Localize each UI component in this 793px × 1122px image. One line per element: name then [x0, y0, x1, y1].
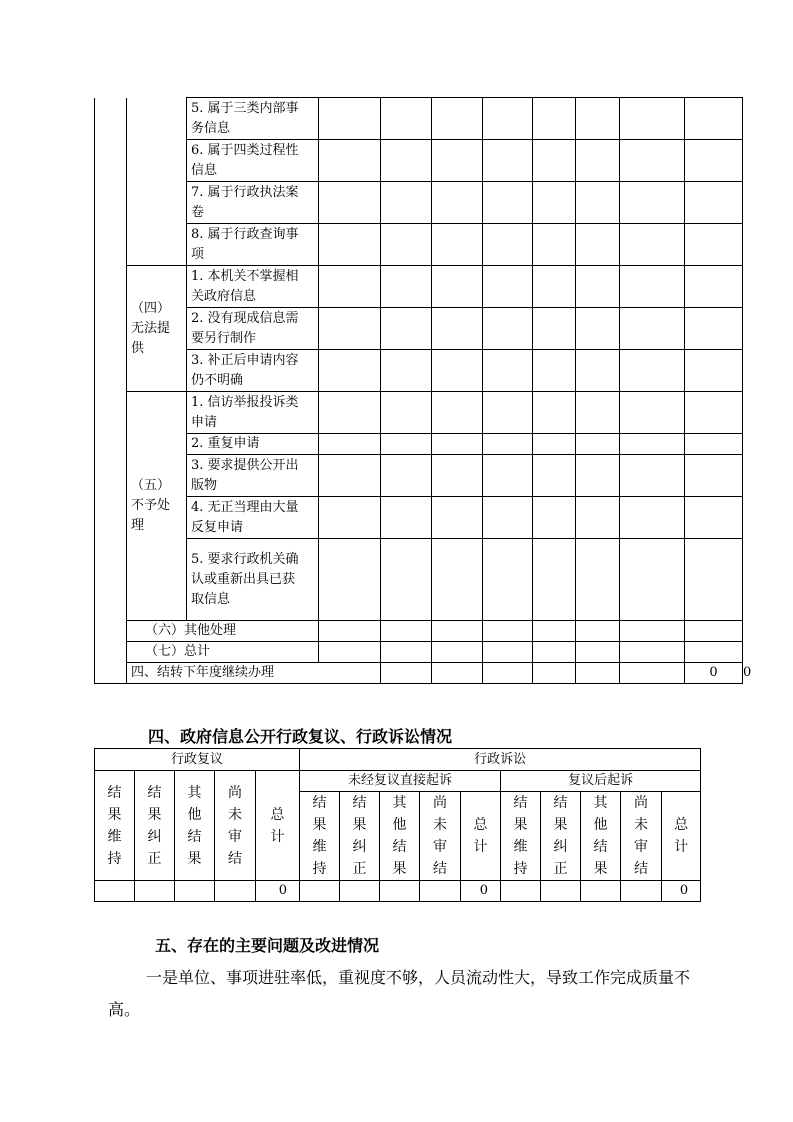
value-cell [620, 642, 685, 663]
value-cell [483, 140, 533, 182]
header-char: 结 [147, 784, 162, 801]
value-cell [576, 140, 620, 182]
recon-col-4 [256, 771, 300, 881]
item-label [187, 350, 319, 392]
recon-col-1 [135, 771, 175, 881]
header-char: 尚 [433, 795, 448, 811]
header-char: 计 [674, 839, 689, 855]
item-label [187, 308, 319, 350]
value-cell [432, 140, 483, 182]
value-cell [576, 224, 620, 266]
header-char: 结 [513, 795, 528, 811]
value-cell [533, 140, 576, 182]
line: 卷 [191, 204, 205, 220]
direct-col-2 [380, 792, 420, 881]
recon-col-3 [215, 771, 256, 881]
value-cell [215, 881, 256, 902]
value-cell [483, 350, 533, 392]
value-cell [685, 497, 743, 539]
header-char: 纠 [147, 828, 162, 845]
value-cell [319, 266, 381, 308]
value-cell [319, 98, 381, 140]
line: 不予处 [131, 498, 171, 513]
outer-margin-cell [95, 98, 127, 684]
table-row [95, 266, 743, 308]
value-cell [319, 621, 381, 642]
section4-title: 四、政府信息公开行政复议、行政诉讼情况 [148, 727, 453, 746]
value-cell [576, 455, 620, 497]
value-cell [533, 497, 576, 539]
table-row [95, 308, 743, 350]
value-cell [685, 350, 743, 392]
value-cell [576, 434, 620, 455]
total-row [95, 642, 743, 663]
value-cell [483, 392, 533, 434]
value-cell [381, 455, 432, 497]
header-char: 结 [312, 795, 327, 811]
value-cell [483, 663, 533, 684]
value-cell [319, 497, 381, 539]
value-cell [533, 392, 576, 434]
direct-col-1 [340, 792, 380, 881]
item-label [187, 224, 319, 266]
table-row [95, 392, 743, 434]
line: 认或重新出具已获 [191, 571, 296, 587]
value-cell [576, 392, 620, 434]
item-label [187, 182, 319, 224]
line: 7. 属于行政执法案 [191, 184, 299, 200]
value-cell [685, 266, 743, 308]
header-char: 果 [107, 806, 122, 823]
value-cell [319, 308, 381, 350]
value-cell [432, 98, 483, 140]
value-cell [432, 392, 483, 434]
value-cell [620, 539, 685, 621]
header-char: 维 [107, 828, 122, 845]
value-cell [381, 350, 432, 392]
value-cell [620, 621, 685, 642]
line: 5. 属于三类内部事 [191, 100, 299, 116]
value-cell [581, 881, 621, 902]
header-char: 结 [392, 839, 407, 855]
value-cell [533, 182, 576, 224]
header-char: 结 [187, 828, 202, 845]
reconsideration-header: 行政复议 [95, 749, 300, 771]
value-cell [533, 621, 576, 642]
value-cell [432, 350, 483, 392]
value-cell [432, 539, 483, 621]
header-char: 结 [433, 861, 448, 877]
line: 1. 本机关不掌握相 [191, 268, 299, 284]
value-cell [685, 455, 743, 497]
header-char: 计 [270, 828, 285, 845]
header-char: 纠 [352, 839, 367, 855]
litigation-header: 行政诉讼 [300, 749, 701, 771]
value-cell [432, 663, 483, 684]
item-label [187, 266, 319, 308]
line: 5. 要求行政机关确 [191, 551, 299, 567]
line: 供 [131, 340, 145, 356]
value-cell [300, 881, 340, 902]
value-cell [576, 308, 620, 350]
table-row [95, 224, 743, 266]
value-cell: 0 [685, 663, 743, 684]
after-col-2 [581, 792, 621, 881]
value-cell [381, 224, 432, 266]
direct-litigation-header: 未经复议直接起诉 [300, 771, 501, 792]
value-cell [685, 98, 743, 140]
value-cell [685, 621, 743, 642]
after-col-1 [541, 792, 581, 881]
section5-title: 五、存在的主要问题及改进情况 [155, 936, 380, 955]
value-cell [685, 140, 743, 182]
value-cell [432, 455, 483, 497]
line: 2. 没有现成信息需 [191, 310, 299, 326]
value-cell [340, 881, 380, 902]
header-char: 果 [187, 850, 202, 867]
value-cell [576, 98, 620, 140]
value-cell [432, 224, 483, 266]
header-char: 尚 [634, 795, 649, 811]
line: （五） [131, 478, 171, 493]
item-label [187, 497, 319, 539]
value-cell [620, 497, 685, 539]
value-cell [620, 392, 685, 434]
item-label [187, 392, 319, 434]
header-char: 果 [513, 817, 528, 833]
value-cell [319, 140, 381, 182]
value-cell [319, 224, 381, 266]
table-row [95, 98, 743, 140]
direct-col-3 [420, 792, 461, 881]
table-row [95, 434, 743, 455]
header-char: 果 [392, 861, 407, 877]
value-cell: 0 [256, 881, 300, 902]
value-cell [381, 663, 432, 684]
direct-col-4 [461, 792, 501, 881]
value-cell [432, 308, 483, 350]
value-cell [483, 621, 533, 642]
value-cell [685, 642, 743, 663]
header-char: 总 [270, 806, 285, 823]
value-cell [533, 455, 576, 497]
line: 关政府信息 [191, 288, 257, 304]
value-cell [381, 140, 432, 182]
direct-col-0 [300, 792, 340, 881]
line: 6. 属于四类过程性 [191, 142, 299, 158]
value-cell [135, 881, 175, 902]
item-label [187, 539, 319, 621]
line: 2. 重复申请 [191, 436, 260, 451]
header-char: 维 [513, 839, 528, 855]
value-cell [620, 140, 685, 182]
value-cell [175, 881, 215, 902]
value-cell [620, 98, 685, 140]
line: 仍不明确 [191, 372, 244, 388]
review-litigation-table [94, 748, 701, 902]
value-cell [533, 539, 576, 621]
recon-col-2 [175, 771, 215, 881]
item-label [187, 140, 319, 182]
value-cell [381, 434, 432, 455]
table-row [95, 140, 743, 182]
review-litigation-values-row [95, 881, 701, 902]
value-cell [319, 455, 381, 497]
table-row [95, 350, 743, 392]
line: 取信息 [191, 591, 231, 607]
line: 1. 信访举报投诉类 [191, 394, 299, 410]
group-label [127, 266, 187, 392]
value-cell [576, 497, 620, 539]
value-cell [533, 434, 576, 455]
table-row [95, 539, 743, 621]
value-cell [620, 434, 685, 455]
value-cell [432, 266, 483, 308]
value-cell [483, 434, 533, 455]
value-cell [541, 881, 581, 902]
value-cell [432, 182, 483, 224]
header-char: 总 [473, 817, 488, 833]
header-char: 他 [187, 806, 202, 823]
value-cell [621, 881, 662, 902]
value-cell: 0 [662, 881, 701, 902]
header-char: 持 [513, 861, 528, 877]
value-cell [620, 224, 685, 266]
line: 4. 无正当理由大量 [191, 499, 299, 515]
value-cell [533, 663, 576, 684]
value-cell [620, 350, 685, 392]
value-cell [685, 182, 743, 224]
value-cell [533, 642, 576, 663]
header-char: 结 [352, 795, 367, 811]
header-char: 结 [634, 861, 649, 877]
value-cell [319, 539, 381, 621]
value-cell [685, 392, 743, 434]
header-char: 总 [674, 817, 689, 833]
value-cell [381, 621, 432, 642]
value-cell [380, 881, 420, 902]
item-label [187, 98, 319, 140]
value-cell [381, 539, 432, 621]
value-cell [432, 621, 483, 642]
value-cell [620, 663, 685, 684]
table-row [95, 455, 743, 497]
value-cell [381, 497, 432, 539]
header-char: 尚 [228, 784, 242, 801]
value-cell [685, 308, 743, 350]
header-char: 维 [312, 839, 327, 855]
other-handling-row [95, 621, 743, 642]
header-char: 结 [107, 784, 122, 801]
value-cell [533, 350, 576, 392]
header-char: 正 [147, 850, 162, 867]
value-cell [483, 642, 533, 663]
header-char: 计 [473, 839, 488, 855]
value-cell [620, 182, 685, 224]
header-char: 其 [187, 784, 202, 801]
header-char: 审 [433, 839, 448, 855]
header-char: 持 [312, 861, 327, 877]
value-cell [501, 881, 541, 902]
line: 申请 [191, 414, 218, 430]
header-char: 未 [634, 817, 649, 833]
value-cell [95, 881, 135, 902]
value-cell [576, 663, 620, 684]
value-cell [381, 642, 432, 663]
value-cell [432, 642, 483, 663]
after-col-3 [621, 792, 662, 881]
header-char: 果 [147, 806, 162, 823]
item-label [187, 455, 319, 497]
value-cell [319, 350, 381, 392]
after-col-0 [501, 792, 541, 881]
value-cell [533, 308, 576, 350]
header-char: 审 [634, 839, 649, 855]
table-row [95, 497, 743, 539]
value-cell [432, 497, 483, 539]
value-cell [533, 266, 576, 308]
value-cell [319, 434, 381, 455]
value-cell [381, 266, 432, 308]
line: 反复申请 [191, 519, 244, 535]
value-cell [533, 98, 576, 140]
value-cell [620, 455, 685, 497]
value-cell [483, 497, 533, 539]
value-cell [576, 539, 620, 621]
header-char: 果 [553, 817, 568, 833]
carry-over-label: 四、结转下年度继续办理 [127, 663, 381, 684]
line: 理 [131, 518, 145, 533]
group-label [127, 392, 187, 621]
header-char: 果 [593, 861, 608, 877]
after-col-4 [662, 792, 701, 881]
header-char: 其 [593, 795, 608, 811]
value-cell [319, 182, 381, 224]
header-char: 他 [593, 817, 608, 833]
header-char: 正 [553, 861, 568, 877]
value-cell [483, 182, 533, 224]
header-char: 审 [228, 828, 242, 845]
carry-over-row: 四、结转下年度继续办理 0 0 [95, 663, 743, 684]
value-cell [483, 455, 533, 497]
value-cell [381, 392, 432, 434]
line: 无法提 [131, 320, 171, 336]
header-char: 正 [352, 861, 367, 877]
line: （四） [131, 300, 171, 316]
table-row [95, 182, 743, 224]
header-char: 他 [392, 817, 407, 833]
value-cell [533, 224, 576, 266]
header-char: 持 [107, 850, 122, 867]
value-cell [620, 308, 685, 350]
value-cell [381, 98, 432, 140]
header-char: 未 [228, 806, 242, 823]
value-cell [483, 98, 533, 140]
value-cell [576, 621, 620, 642]
header-char: 其 [392, 795, 407, 811]
value-cell [432, 434, 483, 455]
value-cell [381, 182, 432, 224]
other-handling-row-label: （六）其他处理 [127, 621, 319, 642]
value-cell [381, 308, 432, 350]
line: 3. 补正后申请内容 [191, 352, 299, 368]
total-row-label: （七）总计 [127, 642, 319, 663]
group-label [127, 98, 187, 266]
application-handling-table [94, 97, 752, 684]
item-label [187, 434, 319, 455]
header-char: 果 [312, 817, 327, 833]
after-reconsideration-header: 复议后起诉 [501, 771, 701, 792]
line: 项 [191, 246, 205, 262]
line: 版物 [191, 477, 218, 493]
value-cell [319, 392, 381, 434]
value-cell [620, 266, 685, 308]
value-cell [319, 642, 381, 663]
header-char: 果 [352, 817, 367, 833]
value-cell [576, 182, 620, 224]
value-cell [420, 881, 461, 902]
value-cell: 0 [461, 881, 501, 902]
line: 要另行制作 [191, 330, 257, 346]
recon-col-0 [95, 771, 135, 881]
header-char: 结 [593, 839, 608, 855]
value-cell [576, 350, 620, 392]
line: 3. 要求提供公开出 [191, 457, 299, 473]
value-cell [576, 642, 620, 663]
line: 8. 属于行政查询事 [191, 226, 299, 242]
line: 信息 [191, 162, 218, 178]
header-char: 未 [433, 817, 448, 833]
value-cell [685, 224, 743, 266]
value-cell [483, 266, 533, 308]
value-cell [685, 434, 743, 455]
value-cell [483, 539, 533, 621]
value-cell [483, 224, 533, 266]
value-cell [576, 266, 620, 308]
value-cell [483, 308, 533, 350]
header-char: 结 [553, 795, 568, 811]
section5-paragraph: 一是单位、事项进驻率低，重视度不够，人员流动性大，导致工作完成质量不高。 [108, 968, 691, 1019]
line: 务信息 [191, 120, 231, 136]
value-cell [685, 539, 743, 621]
header-char: 纠 [553, 839, 568, 855]
header-char: 结 [228, 850, 242, 867]
